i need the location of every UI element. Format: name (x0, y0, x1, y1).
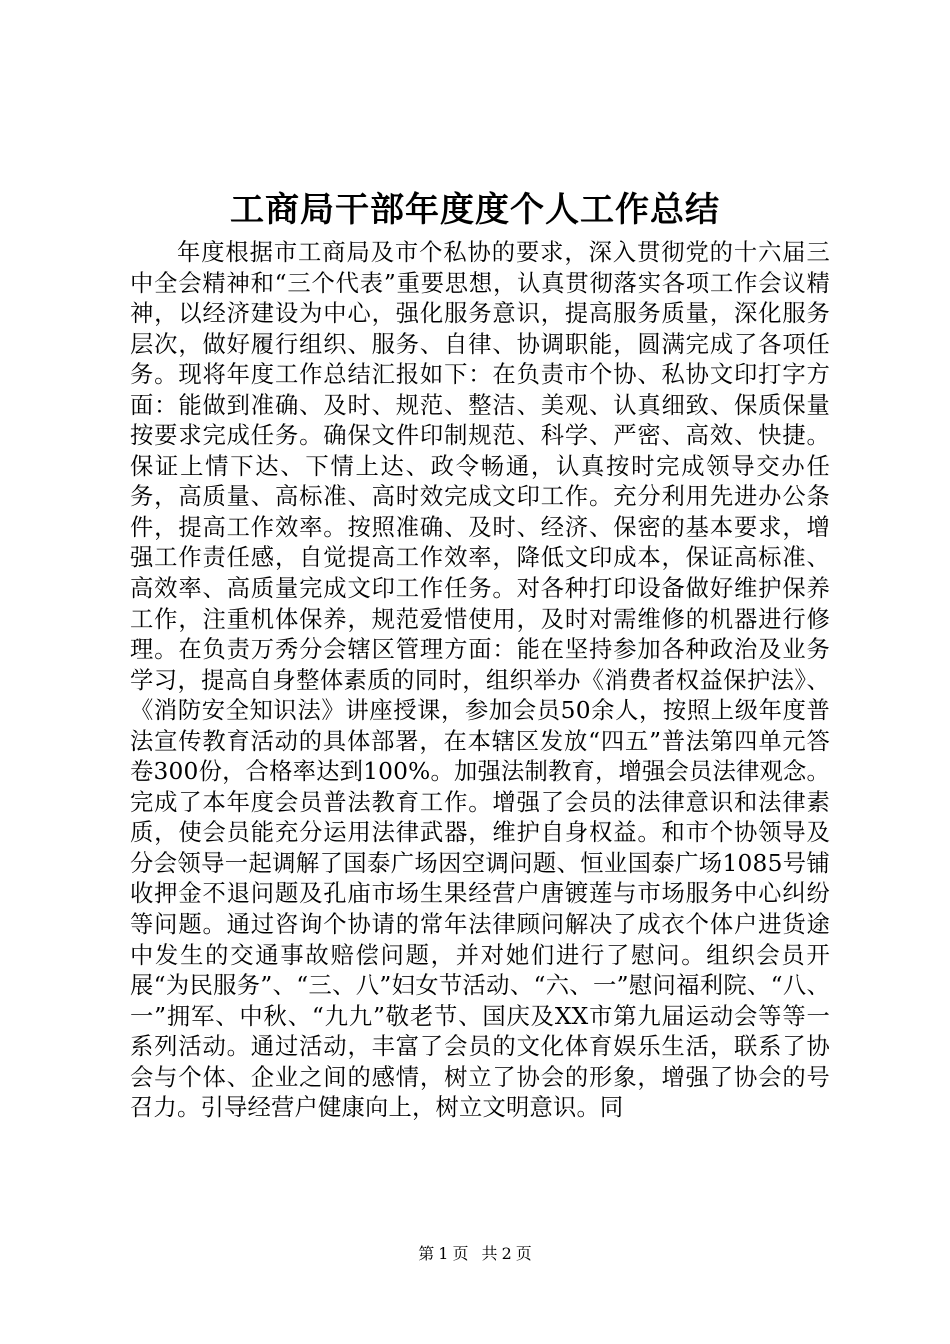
page-indicator (416, 1244, 470, 1263)
total-label-prefix: 共 (481, 1244, 498, 1263)
total-pages-indicator (480, 1244, 534, 1263)
document-body: 年度根据市工商局及市个私协的要求，深入贯彻党的十六届三中全会精神和“三个代表”重要思想，认真贯彻落实各项工作会议精神，以经济建设为中心，强化服务意识，提高服务质量，深化服务层次，做好履行组织、服务、自律、协调职能，圆满完成了各项任务。现将年度工作总结汇报如下：在负责市个协、私协文印打字方面：能做到准确、及时、规范、整洁、美观、认真细致、保质保量按要求完成任务。确保文件印制规范、科学、严密、高效、快捷。保证上情下达、下情上达、政令畅通，认真按时完成领导交办任务，高质量、高标准、高时效完成文印工作。充分利用先进办公条件，提高工作效率。按照准确、及时、经济、保密的基本要求，增强工作责任感，自觉提高工作效率，降低文印成本，保证高标准、高效率、高质量完成文印工作任务。对各种打印设备做好维护保养工作，注重机体保养，规范爱惜使用，及时对需维修的机器进行修理。在负责万秀分会辖区管理方面：能在坚持参加各种政治及业务学习，提高自身整体素质的同时，组织举办《消费者权益保护法》、《消防安全知识法》讲座授课，参加会员50余人，按照上级年度普法宣传教育活动的具体部署，在本辖区发放“四五”普法第四单元答卷300份，合格率达到100%。加强法制教育，增强会员法律观念。完成了本年度会员普法教育工作。增强了会员的法律意识和法律素质，使会员能充分运用法律武器，维护自身权益。和市个协领导及分会领导一起调解了国泰广场因空调问题、恒业国泰广场1085号铺收押金不退问题及孔庙市场生果经营户唐镀莲与市场服务中心纠纷等问题。通过咨询个协请的常年法律顾问解决了成衣个体户进货途中发生的交通事故赔偿问题，并对她们进行了慰问。组织会员开展“为民服务”、“三、八”妇女节活动、“六、一”慰问福利院、“八、一”拥军、中秋、“九九”敬老节、国庆及XX市第九届运动会等等一系列活动。通过活动，丰富了会员的文化体育娱乐生活，联系了协会与个体、企业之间的感情，树立了协会的形象，增强了协会的号召力。引导经营户健康向上，树立文明意识。同 (130, 239, 830, 1122)
page-label-suffix: 页 (452, 1244, 469, 1263)
page-footer (0, 1242, 950, 1266)
page-label-prefix: 第 (418, 1244, 435, 1263)
document-title: 工商局干部年度度个人工作总结 (230, 190, 720, 230)
total-pages: 2 (501, 1244, 512, 1263)
total-label-suffix: 页 (515, 1244, 532, 1263)
page-number: 1 (438, 1244, 449, 1263)
